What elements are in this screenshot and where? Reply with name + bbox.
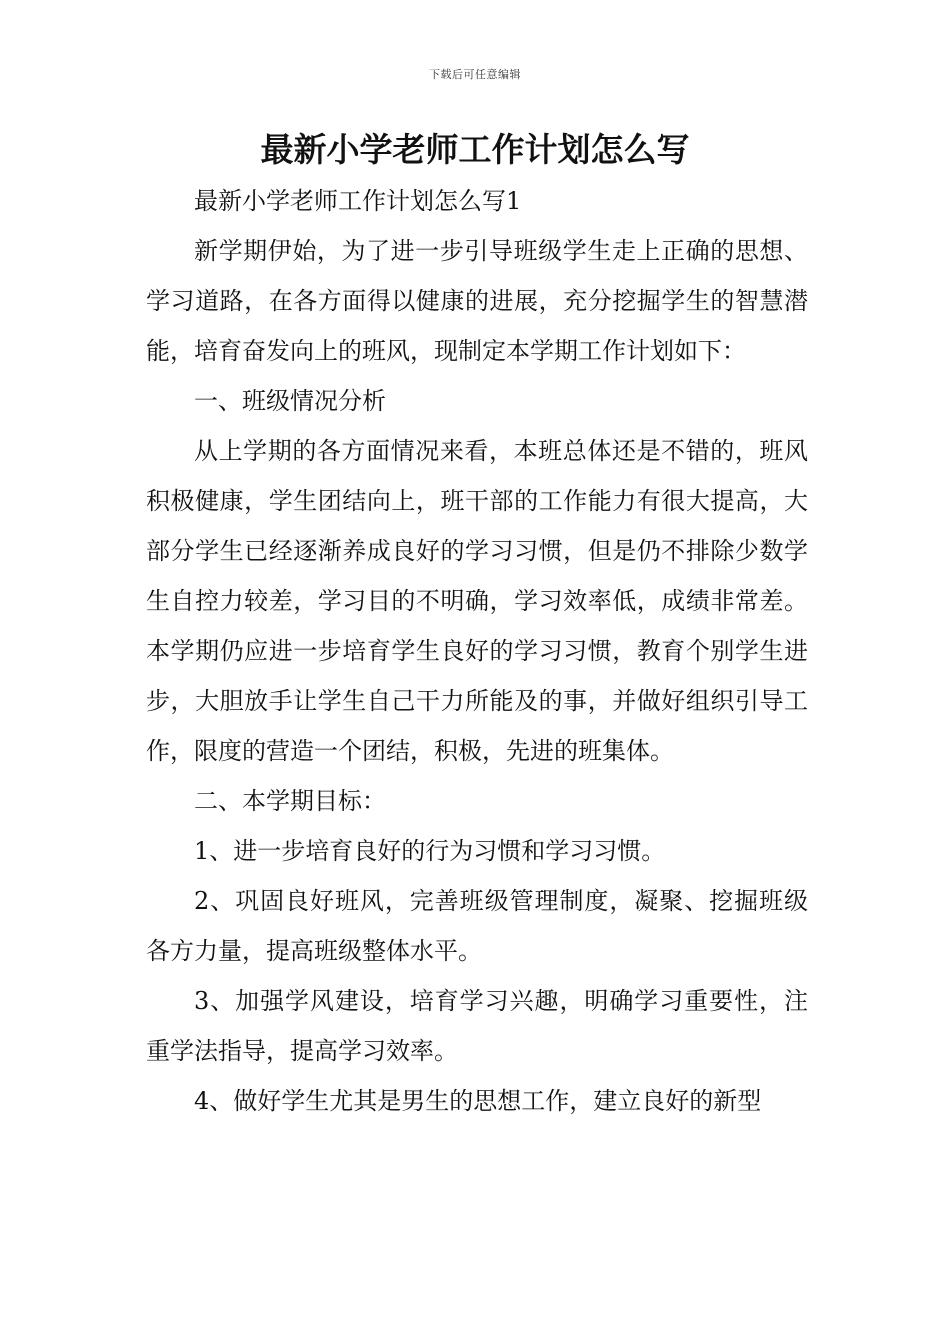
- header-note: 下载后可任意编辑: [429, 68, 521, 81]
- list-item: 1、进一步培育良好的行为习惯和学习习惯。: [194, 837, 666, 865]
- document-title: 最新小学老师工作计划怎么写: [260, 130, 690, 169]
- section-heading: 一、班级情况分析: [194, 387, 386, 415]
- list-item: 2、巩固良好班风，完善班级管理制度，凝聚、挖掘班级各方力量，提高班级整体水平。: [146, 887, 808, 965]
- paragraph: 从上学期的各方面情况来看，本班总体还是不错的，班风积极健康，学生团结向上，班干部的工作能力有很大提高，大部分学生已经逐渐养成良好的学习习惯，但是仍不排除少数学生自控力较差，学习目的不明确，学习效率低，成绩非常差。本学期仍应进一步培育学生良好的学习习惯，教育个别学生进步，大胆放手让学生自己干力所能及的事，并做好组织引导工作，限度的营造一个团结，积极，先进的班集体。: [146, 437, 808, 765]
- paragraph-subtitle: 最新小学老师工作计划怎么写1: [194, 187, 522, 215]
- document-body: [146, 176, 808, 1126]
- list-item: 4、做好学生尤其是男生的思想工作，建立良好的新型: [194, 1087, 762, 1115]
- section-heading: 二、本学期目标：: [194, 787, 386, 815]
- paragraph: 新学期伊始，为了进一步引导班级学生走上正确的思想、学习道路，在各方面得以健康的进展，充分挖掘学生的智慧潜能，培育奋发向上的班风，现制定本学期工作计划如下：: [146, 237, 808, 365]
- list-item: 3、加强学风建设，培育学习兴趣，明确学习重要性，注重学法指导，提高学习效率。: [146, 987, 808, 1065]
